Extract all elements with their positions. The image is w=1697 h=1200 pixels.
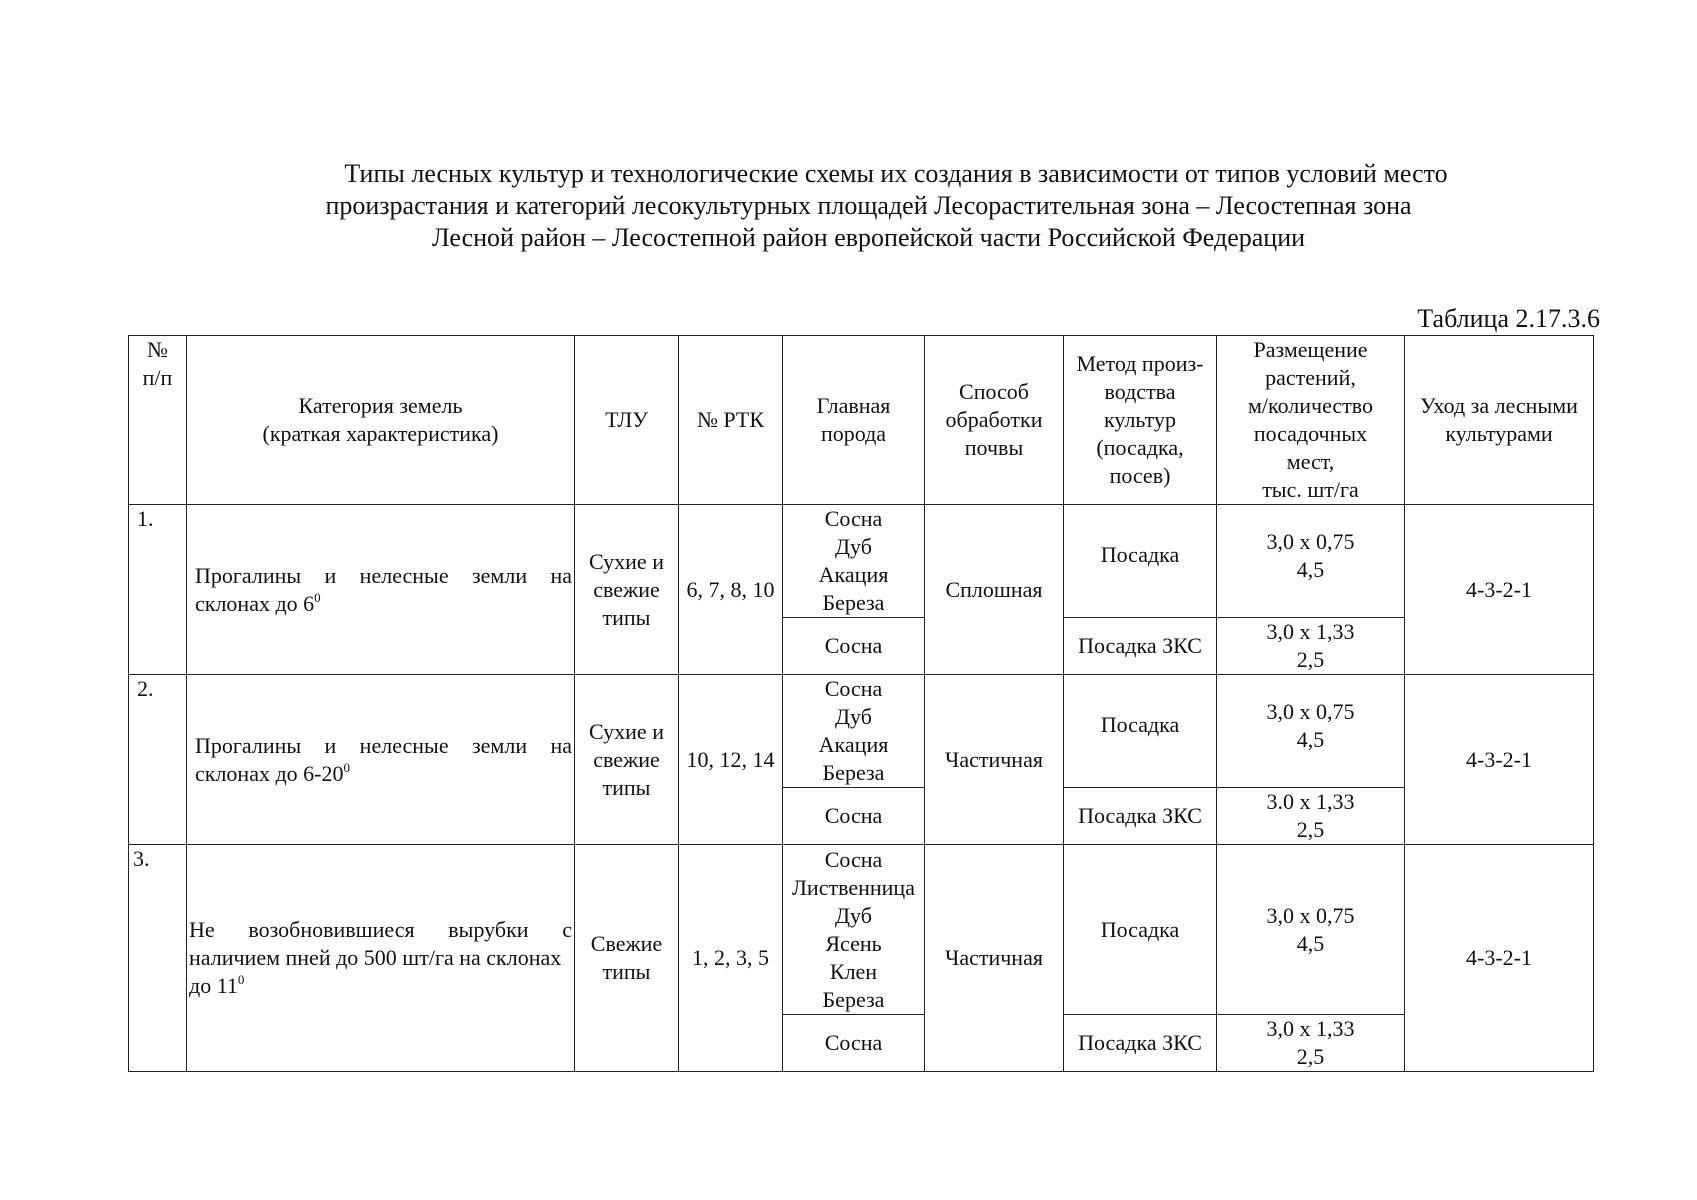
row-method: Посадка ЗКС (1064, 788, 1217, 845)
row-species: Сосна (783, 788, 925, 845)
row-rtk: 10, 12, 14 (679, 675, 783, 845)
row-care: 4-3-2-1 (1405, 675, 1594, 845)
row-species: Сосна Лиственница Дуб Ясень Клен Береза (783, 845, 925, 1015)
row-category (187, 505, 575, 675)
header-soil: Способ обработки почвы (925, 336, 1064, 505)
table-row (129, 505, 1594, 618)
header-tlu: ТЛУ (575, 336, 679, 505)
title-line-3: Лесной район – Лесостепной район европейской части Российской Федерации (431, 223, 1306, 252)
row-placement: 3,0 х 1,33 2,5 (1217, 618, 1405, 675)
row-method: Посадка (1064, 845, 1217, 1015)
table-row (129, 845, 1594, 1015)
row-tlu: Свежие типы (575, 845, 679, 1072)
header-num: № п/п (129, 336, 187, 505)
category-text: Прогалины и нелесные земли на склонах до 6-20 (195, 732, 572, 786)
row-category (187, 675, 575, 845)
row-method: Посадка (1064, 675, 1217, 788)
category-text: Не возобновившиеся вырубки с наличием пней до 500 шт/га на склонах (189, 917, 572, 970)
row-placement: 3,0 х 0,75 4,5 (1217, 675, 1405, 788)
category-degree: 0 (237, 972, 245, 987)
row-placement: 3,0 х 0,75 4,5 (1217, 505, 1405, 618)
row-placement: 3,0 х 0,75 4,5 (1217, 845, 1405, 1015)
row-soil: Частичная (925, 675, 1064, 845)
category-degree: 0 (314, 589, 321, 605)
row-care: 4-3-2-1 (1405, 845, 1594, 1072)
category-text-2: до 11 (189, 973, 238, 998)
row-species: Сосна Дуб Акация Береза (783, 505, 925, 618)
row-method: Посадка (1064, 505, 1217, 618)
table-row (129, 675, 1594, 788)
row-soil: Частичная (925, 845, 1064, 1072)
forest-crops-table (128, 335, 1594, 1072)
title-line-1: Типы лесных культур и технологические схемы их создания в зависимости от типов условий место (344, 159, 1448, 188)
row-category (187, 845, 575, 1072)
row-soil: Сплошная (925, 505, 1064, 675)
row-tlu: Сухие и свежие типы (575, 675, 679, 845)
row-placement: 3,0 х 1,33 2,5 (1217, 1015, 1405, 1072)
row-num: 2. (129, 675, 187, 845)
header-category: Категория земель (краткая характеристика) (187, 336, 575, 505)
row-care: 4-3-2-1 (1405, 505, 1594, 675)
row-num: 3. (129, 845, 187, 1072)
title-line-2: произрастания и категорий лесокультурных площадей Лесорастительная зона – Лесостепная зона (325, 191, 1412, 220)
header-method: Метод произ- водства культур (посадка, посев) (1064, 336, 1217, 505)
header-care: Уход за лесными культурами (1405, 336, 1594, 505)
document-title (0, 158, 1697, 254)
row-method: Посадка ЗКС (1064, 618, 1217, 675)
table-number: Таблица 2.17.3.6 (1417, 304, 1600, 333)
row-species: Сосна (783, 1015, 925, 1072)
row-tlu: Сухие и свежие типы (575, 505, 679, 675)
row-rtk: 6, 7, 8, 10 (679, 505, 783, 675)
row-num: 1. (129, 505, 187, 675)
category-text: Прогалины и нелесные земли на склонах до 6 (195, 562, 572, 616)
row-placement: 3.0 х 1,33 2,5 (1217, 788, 1405, 845)
row-rtk: 1, 2, 3, 5 (679, 845, 783, 1072)
table-header-row (129, 336, 1594, 505)
row-method: Посадка ЗКС (1064, 1015, 1217, 1072)
header-species: Главная порода (783, 336, 925, 505)
header-rtk: № РТК (679, 336, 783, 505)
row-species: Сосна (783, 618, 925, 675)
header-placement: Размещение растений, м/количество посадочных мест, тыс. шт/га (1217, 336, 1405, 505)
row-species: Сосна Дуб Акация Береза (783, 675, 925, 788)
category-degree: 0 (343, 759, 350, 775)
